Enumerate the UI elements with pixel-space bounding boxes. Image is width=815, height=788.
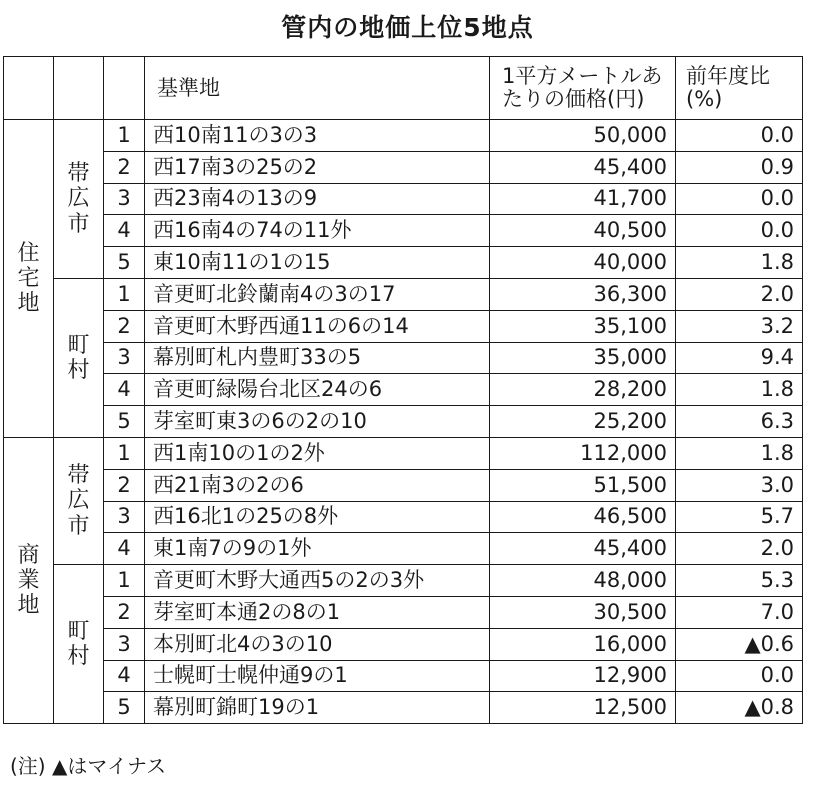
location-cell: 西17南3の25の2: [145, 151, 490, 183]
price-cell: 45,400: [490, 151, 676, 183]
table-row: [4, 183, 803, 215]
location-cell: 音更町木野西通11の6の14: [145, 310, 490, 342]
change-cell: 5.3: [676, 565, 803, 597]
area-text: 帯広市: [67, 161, 90, 237]
area-label: [54, 565, 104, 724]
change-cell: 5.7: [676, 501, 803, 533]
rank-cell: 1: [104, 565, 145, 597]
area-label: [54, 437, 104, 564]
area-text: 帯広市: [67, 463, 90, 539]
location-cell: 西21南3の2の6: [145, 469, 490, 501]
price-cell: 35,000: [490, 342, 676, 374]
location-cell: 芽室町本通2の8の1: [145, 596, 490, 628]
price-cell: 12,500: [490, 692, 676, 724]
location-cell: 西1南10の1の2外: [145, 437, 490, 469]
area-text: 町村: [67, 618, 90, 670]
footnote: (注) ▲はマイナス: [10, 754, 167, 778]
price-cell: 45,400: [490, 533, 676, 565]
price-cell: 16,000: [490, 628, 676, 660]
price-cell: 50,000: [490, 120, 676, 152]
location-cell: 音更町緑陽台北区24の6: [145, 374, 490, 406]
change-cell: 0.9: [676, 151, 803, 183]
location-cell: 幕別町札内豊町33の5: [145, 342, 490, 374]
location-cell: 芽室町東3の6の2の10: [145, 406, 490, 438]
rank-cell: 4: [104, 215, 145, 247]
rank-cell: 5: [104, 406, 145, 438]
area-label: [54, 278, 104, 437]
header-blank-category: [4, 57, 54, 120]
change-cell: 1.8: [676, 247, 803, 279]
change-cell: ▲0.6: [676, 628, 803, 660]
land-price-table: [3, 56, 803, 724]
price-cell: 48,000: [490, 565, 676, 597]
rank-cell: 2: [104, 596, 145, 628]
change-cell: 0.0: [676, 183, 803, 215]
table-row: [4, 660, 803, 692]
header-price: 1平方メートルあたりの価格(円): [490, 57, 676, 120]
price-cell: 51,500: [490, 469, 676, 501]
change-cell: 0.0: [676, 215, 803, 247]
rank-cell: 4: [104, 374, 145, 406]
price-cell: 35,100: [490, 310, 676, 342]
change-cell: 3.0: [676, 469, 803, 501]
table-row: [4, 406, 803, 438]
price-cell: 30,500: [490, 596, 676, 628]
location-cell: 西23南4の13の9: [145, 183, 490, 215]
table-row: [4, 596, 803, 628]
change-cell: 0.0: [676, 120, 803, 152]
location-cell: 幕別町錦町19の1: [145, 692, 490, 724]
table-row: [4, 342, 803, 374]
category-label: [4, 120, 54, 438]
location-cell: 西10南11の3の3: [145, 120, 490, 152]
price-cell: 25,200: [490, 406, 676, 438]
change-cell: 1.8: [676, 437, 803, 469]
rank-cell: 5: [104, 247, 145, 279]
table-row: [4, 469, 803, 501]
area-label: [54, 120, 104, 279]
location-cell: 音更町木野大通西5の2の3外: [145, 565, 490, 597]
rank-cell: 3: [104, 501, 145, 533]
rank-cell: 2: [104, 310, 145, 342]
rank-cell: 3: [104, 183, 145, 215]
table-row: [4, 628, 803, 660]
change-cell: 2.0: [676, 533, 803, 565]
category-text: 住宅地: [17, 240, 40, 317]
location-cell: 西16南4の74の11外: [145, 215, 490, 247]
table-row: [4, 247, 803, 279]
change-cell: 3.2: [676, 310, 803, 342]
rank-cell: 2: [104, 469, 145, 501]
category-label: [4, 437, 54, 723]
location-cell: 西16北1の25の8外: [145, 501, 490, 533]
header-change: 前年度比(%): [676, 57, 803, 120]
table-row: [4, 310, 803, 342]
table-row: [4, 278, 803, 310]
header-location: 基準地: [145, 57, 490, 120]
change-cell: 6.3: [676, 406, 803, 438]
rank-cell: 4: [104, 533, 145, 565]
rank-cell: 3: [104, 342, 145, 374]
header-blank-area: [54, 57, 104, 120]
rank-cell: 2: [104, 151, 145, 183]
table-row: [4, 151, 803, 183]
change-cell: 7.0: [676, 596, 803, 628]
price-cell: 41,700: [490, 183, 676, 215]
rank-cell: 5: [104, 692, 145, 724]
price-cell: 112,000: [490, 437, 676, 469]
location-cell: 東10南11の1の15: [145, 247, 490, 279]
header-blank-rank: [104, 57, 145, 120]
table-title: 管内の地価上位5地点: [281, 13, 534, 42]
table-row: [4, 120, 803, 152]
price-cell: 46,500: [490, 501, 676, 533]
change-cell: 0.0: [676, 660, 803, 692]
rank-cell: 4: [104, 660, 145, 692]
location-cell: 本別町北4の3の10: [145, 628, 490, 660]
location-cell: 音更町北鈴蘭南4の3の17: [145, 278, 490, 310]
table-row: [4, 501, 803, 533]
rank-cell: 1: [104, 437, 145, 469]
price-cell: 28,200: [490, 374, 676, 406]
table-row: [4, 215, 803, 247]
location-cell: 士幌町士幌仲通9の1: [145, 660, 490, 692]
change-cell: 2.0: [676, 278, 803, 310]
rank-cell: 3: [104, 628, 145, 660]
change-cell: 9.4: [676, 342, 803, 374]
change-cell: 1.8: [676, 374, 803, 406]
table-row: [4, 533, 803, 565]
change-cell: ▲0.8: [676, 692, 803, 724]
category-text: 商業地: [17, 542, 40, 619]
rank-cell: 1: [104, 120, 145, 152]
table-row: [4, 565, 803, 597]
area-text: 町村: [67, 332, 90, 383]
header-row: [4, 57, 803, 120]
table-row: [4, 374, 803, 406]
price-cell: 12,900: [490, 660, 676, 692]
location-cell: 東1南7の9の1外: [145, 533, 490, 565]
table-row: [4, 692, 803, 724]
price-cell: 40,500: [490, 215, 676, 247]
price-cell: 40,000: [490, 247, 676, 279]
price-cell: 36,300: [490, 278, 676, 310]
table-row: [4, 437, 803, 469]
rank-cell: 1: [104, 278, 145, 310]
